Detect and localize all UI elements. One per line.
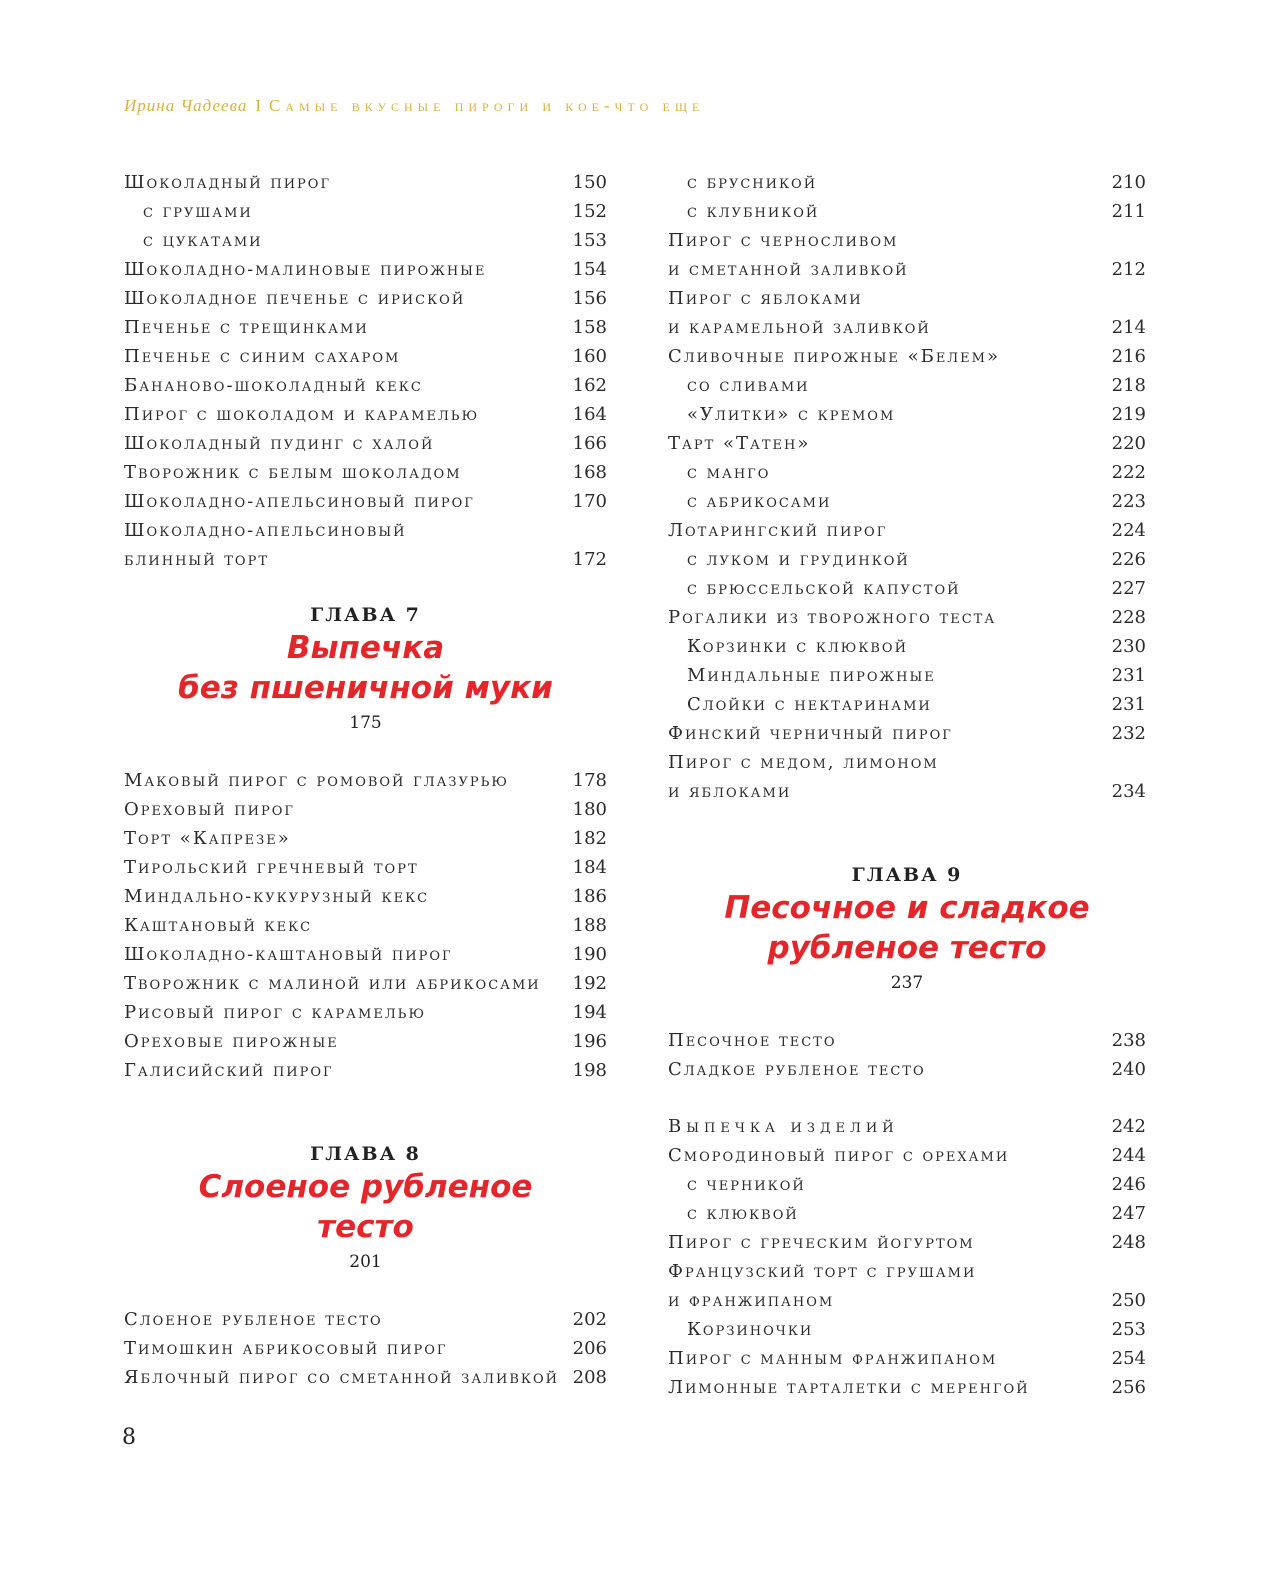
toc-entry-page: 194 [572, 1002, 607, 1023]
toc-entry-page: 210 [1111, 172, 1146, 193]
chapter-label: ГЛАВА 8 [310, 1143, 421, 1165]
toc-group [124, 1305, 607, 1392]
toc-entry-title: Миндально-кукурузный кекс [124, 886, 430, 907]
toc-entry [124, 313, 607, 342]
toc-entry-page: 184 [572, 857, 607, 878]
header-book-title: Самые вкусные пироги и кое-что еще [269, 96, 705, 115]
toc-entry [124, 766, 607, 795]
toc-entry [124, 197, 607, 226]
toc-entry-page: 222 [1111, 462, 1146, 483]
chapter-page: 201 [349, 1252, 382, 1272]
toc-entry-page: 168 [572, 462, 607, 483]
toc-entry-title: Французский торт с грушами [668, 1261, 977, 1282]
toc-entry [668, 1170, 1146, 1199]
toc-entry-title: и франжипаном [668, 1290, 835, 1311]
toc-entry-title: Шоколадно-апельсиновый [124, 520, 407, 541]
toc-entry [124, 911, 607, 940]
toc-entry-title: с грушами [143, 201, 253, 222]
toc-entry-page: 230 [1111, 636, 1146, 657]
toc-entry [124, 429, 607, 458]
toc-entry [668, 1228, 1146, 1257]
toc-entry [124, 400, 607, 429]
toc-entry-page: 218 [1111, 375, 1146, 396]
chapter-heading-8 [124, 1141, 607, 1277]
toc-entry-title: Шоколадный пирог [124, 172, 332, 193]
toc-entry-title: с абрикосами [687, 491, 832, 512]
toc-group [124, 766, 607, 1085]
toc-entry-title: Пирог с яблоками [668, 288, 863, 309]
toc-entry-page: 227 [1111, 578, 1146, 599]
spacer [124, 738, 607, 766]
toc-entry [124, 1056, 607, 1085]
toc-entry-page: 153 [572, 230, 607, 251]
toc-entry [668, 284, 1146, 313]
spacer [668, 998, 1146, 1026]
toc-entry-page: 150 [572, 172, 607, 193]
toc-entry-page: 240 [1111, 1059, 1146, 1080]
toc-entry [668, 255, 1146, 284]
toc-entry [124, 516, 607, 545]
toc-entry [668, 1112, 1146, 1141]
toc-entry-page: 224 [1111, 520, 1146, 541]
chapter-title-line: Выпечка [286, 630, 445, 666]
chapter-title-line: без пшеничной муки [178, 670, 553, 706]
toc-entry [668, 1026, 1146, 1055]
spacer [668, 1084, 1146, 1112]
toc-entry-page: 220 [1111, 433, 1146, 454]
toc-entry-title: Тимошкин абрикосовый пирог [124, 1338, 448, 1359]
toc-entry-title: Ореховые пирожные [124, 1031, 339, 1052]
toc-entry-title: Пирог с греческим йогуртом [668, 1232, 975, 1253]
toc-entry-page: 211 [1111, 201, 1146, 222]
toc-entry-title: Корзиночки [687, 1319, 814, 1340]
chapter-title-line: Слоеное рубленое [198, 1169, 533, 1205]
toc-entry-page: 206 [572, 1338, 607, 1359]
toc-entry-title: Шоколадно-каштановый пирог [124, 944, 453, 965]
toc-entry [668, 1141, 1146, 1170]
toc-entry-page: 250 [1111, 1290, 1146, 1311]
toc-entry [124, 795, 607, 824]
toc-entry [668, 226, 1146, 255]
toc-entry [668, 197, 1146, 226]
toc-entry [668, 545, 1146, 574]
toc-column-right [668, 168, 1146, 1402]
toc-entry-page: 254 [1111, 1348, 1146, 1369]
toc-entry-title: Сливочные пирожные «Белем» [668, 346, 1000, 367]
toc-entry-page: 162 [572, 375, 607, 396]
toc-entry [124, 969, 607, 998]
toc-entry [668, 1373, 1146, 1402]
toc-entry-page: 231 [1111, 665, 1146, 686]
toc-entry [668, 313, 1146, 342]
toc-entry-title: Шоколадное печенье с ириской [124, 288, 466, 309]
chapter-page: 237 [890, 973, 924, 993]
toc-entry-page: 244 [1111, 1145, 1146, 1166]
toc-entry-page: 226 [1111, 549, 1146, 570]
toc-entry-title: Ореховый пирог [124, 799, 295, 820]
toc-entry-title: Слоеное рубленое тесто [124, 1309, 383, 1330]
toc-entry [124, 284, 607, 313]
toc-entry-page: 164 [572, 404, 607, 425]
toc-entry-title: Шоколадно-апельсиновый пирог [124, 491, 475, 512]
page-number: 8 [122, 1425, 136, 1450]
toc-entry-page: 198 [572, 1060, 607, 1081]
toc-entry-page: 246 [1111, 1174, 1146, 1195]
toc-entry [124, 1027, 607, 1056]
toc-entry-page: 188 [572, 915, 607, 936]
toc-entry-page: 228 [1111, 607, 1146, 628]
toc-entry-title: Финский черничный пирог [668, 723, 953, 744]
toc-entry-title: с клюквой [687, 1203, 799, 1224]
toc-entry-title: Каштановый кекс [124, 915, 313, 936]
toc-entry [668, 458, 1146, 487]
toc-entry [124, 487, 607, 516]
toc-entry-title: Смородиновый пирог с орехами [668, 1145, 1010, 1166]
toc-entry [668, 429, 1146, 458]
toc-entry-title: Песочное тесто [668, 1030, 837, 1051]
spacer [668, 834, 1146, 862]
toc-entry-title: с луком и грудинкой [687, 549, 910, 570]
toc-entry-title: Шоколадный пудинг с халой [124, 433, 435, 454]
toc-entry [668, 400, 1146, 429]
toc-entry-page: 160 [572, 346, 607, 367]
toc-entry [124, 940, 607, 969]
toc-entry [124, 371, 607, 400]
toc-entry-title: с черникой [687, 1174, 806, 1195]
toc-entry-page: 186 [572, 886, 607, 907]
toc-entry-title: Пирог с черносливом [668, 230, 899, 251]
toc-entry [124, 1363, 607, 1392]
toc-entry-title: Пирог с медом, лимоном [668, 752, 939, 773]
toc-entry-page: 219 [1111, 404, 1146, 425]
toc-entry [668, 168, 1146, 197]
chapter-title-line: рубленое тесто [767, 930, 1047, 966]
toc-entry [124, 1305, 607, 1334]
toc-entry-page: 232 [1111, 723, 1146, 744]
toc-entry-title: Корзинки с клюквой [687, 636, 908, 657]
spacer [124, 574, 607, 602]
toc-entry [124, 824, 607, 853]
chapter-title-line: Песочное и сладкое [724, 890, 1090, 926]
toc-entry-page: 192 [572, 973, 607, 994]
toc-entry-title: Миндальные пирожные [687, 665, 936, 686]
toc-entry-title: Тирольский гречневый торт [124, 857, 419, 878]
toc-entry-page: 256 [1111, 1377, 1146, 1398]
toc-entry-page: 253 [1111, 1319, 1146, 1340]
toc-entry [124, 342, 607, 371]
toc-entry [668, 603, 1146, 632]
chapter-heading-7 [124, 602, 607, 738]
toc-entry [668, 1257, 1146, 1286]
toc-entry-title: и яблоками [668, 781, 792, 802]
toc-entry [668, 777, 1146, 806]
toc-entry-title: Тарт «Татен» [668, 433, 811, 454]
toc-entry [668, 661, 1146, 690]
toc-entry-title: Лотарингский пирог [668, 520, 888, 541]
chapter-heading-9 [668, 862, 1146, 998]
toc-entry [668, 1055, 1146, 1084]
toc-entry-title: Печенье с синим сахаром [124, 346, 401, 367]
toc-entry-page: 238 [1111, 1030, 1146, 1051]
toc-entry [668, 574, 1146, 603]
toc-entry-title: Рогалики из творожного теста [668, 607, 997, 628]
toc-entry-title: Слойки с нектаринами [687, 694, 932, 715]
toc-entry-title: Творожник с малиной или абрикосами [124, 973, 541, 994]
toc-entry-title: Рисовый пирог с карамелью [124, 1002, 426, 1023]
chapter-title [124, 1167, 607, 1247]
toc-entry-title: Пирог с манным франжипаном [668, 1348, 998, 1369]
toc-entry-title: Творожник с белым шоколадом [124, 462, 462, 483]
toc-entry [668, 371, 1146, 400]
spacer [668, 806, 1146, 834]
toc-entry [668, 342, 1146, 371]
chapter-label: ГЛАВА 9 [851, 864, 963, 886]
toc-entry-page: 178 [572, 770, 607, 791]
toc-entry-page: 190 [572, 944, 607, 965]
toc-entry-title: Сладкое рубленое тесто [668, 1059, 926, 1080]
toc-entry-title: с брюссельской капустой [687, 578, 961, 599]
spacer [124, 1113, 607, 1141]
running-header [124, 96, 704, 116]
chapter-title [124, 628, 607, 708]
spacer [124, 1085, 607, 1113]
chapter-title-line: тесто [317, 1209, 414, 1245]
toc-entry-page: 196 [572, 1031, 607, 1052]
toc-entry-page: 170 [572, 491, 607, 512]
toc-entry-title: с цукатами [143, 230, 263, 251]
toc-entry-page: 208 [572, 1367, 607, 1388]
toc-entry-title: с клубникой [687, 201, 820, 222]
toc-entry-page: 180 [572, 799, 607, 820]
toc-column-left [124, 168, 607, 1392]
toc-entry-title: с брусникой [687, 172, 818, 193]
toc-entry-title: «Улитки» с кремом [687, 404, 896, 425]
toc-entry [668, 690, 1146, 719]
chapter-page: 175 [349, 713, 382, 733]
toc-entry-page: 158 [572, 317, 607, 338]
toc-entry-page: 182 [572, 828, 607, 849]
toc-entry [124, 545, 607, 574]
toc-entry [124, 226, 607, 255]
toc-entry-page: 247 [1111, 1203, 1146, 1224]
toc-entry-page: 214 [1111, 317, 1146, 338]
toc-group [668, 1112, 1146, 1402]
toc-entry-title: со сливами [687, 375, 810, 396]
toc-entry-title: с манго [687, 462, 771, 483]
toc-entry-title: Бананово-шоколадный кекс [124, 375, 423, 396]
toc-entry-page: 166 [572, 433, 607, 454]
toc-entry-title: Шоколадно-малиновые пирожные [124, 259, 487, 280]
toc-entry [124, 255, 607, 284]
toc-group [668, 168, 1146, 806]
toc-entry [124, 853, 607, 882]
toc-entry [124, 168, 607, 197]
header-author: Ирина Чадеева [124, 96, 248, 115]
toc-entry-title: Выпечка изделий [668, 1116, 899, 1137]
toc-entry-page: 154 [572, 259, 607, 280]
toc-entry-page: 216 [1111, 346, 1146, 367]
toc-entry-page: 202 [572, 1309, 607, 1330]
toc-entry-title: Торт «Капрезе» [124, 828, 291, 849]
toc-entry-page: 152 [572, 201, 607, 222]
toc-entry-title: Лимонные тарталетки с меренгой [668, 1377, 1030, 1398]
toc-group [124, 168, 607, 574]
toc-entry-title: и карамельной заливкой [668, 317, 931, 338]
toc-entry [668, 1315, 1146, 1344]
chapter-title [668, 888, 1146, 968]
toc-entry-title: Маковый пирог с ромовой глазурью [124, 770, 509, 791]
toc-entry-title: Печенье с трещинками [124, 317, 369, 338]
toc-entry [668, 1344, 1146, 1373]
toc-entry-page: 172 [572, 549, 607, 570]
toc-entry [124, 882, 607, 911]
toc-entry-page: 223 [1111, 491, 1146, 512]
toc-entry [668, 719, 1146, 748]
toc-entry-page: 231 [1111, 694, 1146, 715]
toc-entry [124, 998, 607, 1027]
toc-entry [668, 516, 1146, 545]
toc-group [668, 1026, 1146, 1084]
toc-entry [668, 1199, 1146, 1228]
toc-entry [668, 487, 1146, 516]
toc-entry-title: Яблочный пирог со сметанной заливкой [124, 1367, 559, 1388]
toc-entry-page: 248 [1111, 1232, 1146, 1253]
toc-entry-page: 234 [1111, 781, 1146, 802]
toc-entry-page: 156 [572, 288, 607, 309]
spacer [124, 1277, 607, 1305]
toc-entry [668, 632, 1146, 661]
toc-entry [124, 458, 607, 487]
toc-entry-title: Галисийский пирог [124, 1060, 334, 1081]
toc-entry [668, 1286, 1146, 1315]
toc-entry-page: 242 [1111, 1116, 1146, 1137]
toc-entry-title: блинный торт [124, 549, 270, 570]
toc-entry-title: и сметанной заливкой [668, 259, 909, 280]
toc-entry [124, 1334, 607, 1363]
toc-entry-page: 212 [1111, 259, 1146, 280]
toc-entry [668, 748, 1146, 777]
header-separator: I [255, 96, 262, 115]
toc-entry-title: Пирог с шоколадом и карамелью [124, 404, 480, 425]
chapter-label: ГЛАВА 7 [310, 604, 421, 626]
